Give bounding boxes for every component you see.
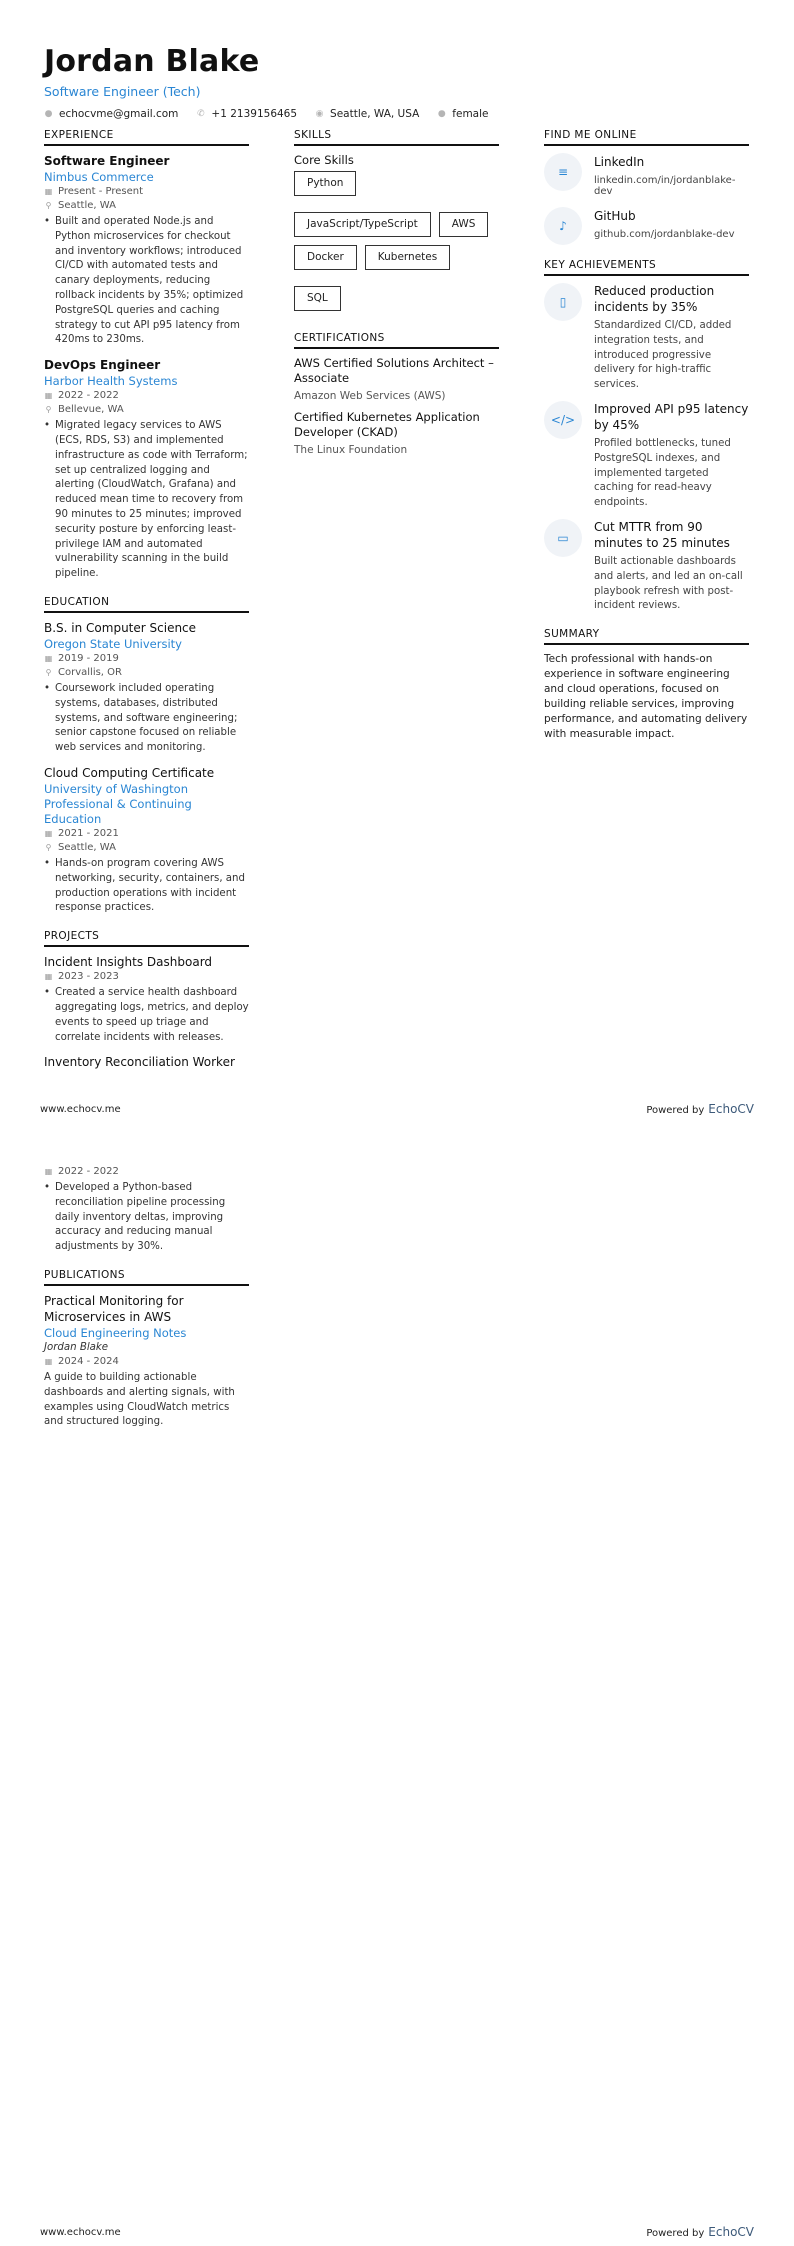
skill-chip: SQL	[294, 286, 341, 311]
code-icon: </>	[544, 401, 582, 439]
tablet-icon: ▯	[544, 283, 582, 321]
section-title-summary: SUMMARY	[544, 628, 749, 645]
edu-dates: 2019 - 2019	[58, 652, 119, 664]
education-item	[44, 620, 249, 756]
gender-text: female	[452, 108, 489, 120]
project-description: • Created a service health dashboard aggregating logs, metrics, and deploy events to speed up triage and correlate incidents with releases.	[44, 986, 249, 1045]
skill-chip: Python	[294, 171, 356, 196]
achievement-item	[544, 401, 749, 511]
date-row	[44, 1165, 249, 1179]
project-item	[44, 954, 249, 1045]
location-pin-icon: ⚲	[45, 667, 52, 677]
school-name: University of Washington Professional & Continuing Education	[44, 781, 192, 826]
achievement-description: Built actionable dashboards and alerts, and led an on-call playbook refresh with post-incident reviews.	[594, 555, 743, 612]
job-location: Bellevue, WA	[58, 404, 124, 416]
contact-bar	[44, 108, 750, 120]
left-column	[44, 129, 249, 1079]
location-pin-icon: ⚲	[45, 842, 52, 852]
project-name: Inventory Reconciliation Worker	[44, 1055, 235, 1070]
degree-name: B.S. in Computer Science	[44, 620, 197, 635]
project-dates: 2022 - 2022	[58, 1166, 119, 1177]
experience-item	[44, 153, 249, 348]
contact-email[interactable]	[44, 108, 178, 120]
left-column-continued	[44, 1165, 249, 1439]
skill-chips	[294, 171, 499, 311]
skill-chip: Kubernetes	[365, 245, 450, 270]
middle-column	[294, 129, 499, 464]
edu-description: • Hands-on program covering AWS networking, security, containers, and production operations with incident response practices.	[44, 857, 249, 916]
location-text: Seattle, WA, USA	[330, 108, 420, 120]
skill-chip: Docker	[294, 245, 357, 270]
calendar-icon: ▦	[44, 391, 53, 401]
page-footer	[40, 1102, 754, 1116]
resume-header	[44, 44, 750, 120]
achievement-title: Reduced production incidents by 35%	[594, 284, 715, 314]
date-row	[44, 185, 249, 199]
section-title-experience: EXPERIENCE	[44, 129, 249, 146]
candidate-role: Software Engineer (Tech)	[44, 84, 201, 99]
person-icon: ●	[437, 109, 446, 119]
calendar-icon: ▦	[44, 187, 53, 196]
bell-icon: ♪	[544, 207, 582, 245]
project-item-continued	[44, 1165, 249, 1255]
degree-name: Cloud Computing Certificate	[44, 765, 215, 780]
skill-group-title: Core Skills	[294, 153, 354, 167]
achievement-item	[544, 519, 749, 614]
profile-name: GitHub	[594, 209, 636, 223]
footer-site-link[interactable]: www.echocv.me	[40, 1103, 121, 1115]
certification-item	[294, 356, 499, 402]
job-dates: Present - Present	[58, 186, 144, 197]
battery-icon: ▭	[544, 519, 582, 557]
phone-text: +1 2139156465	[211, 108, 298, 120]
publication-author: Jordan Blake	[44, 1341, 109, 1353]
company-name: Nimbus Commerce	[44, 170, 154, 184]
online-profile-linkedin[interactable]	[544, 153, 749, 197]
job-description: • Migrated legacy services to AWS (ECS, RDS, S3) and implemented infrastructure as code with Terraform; set up centralized logging and alerting (CloudWatch, Grafana) and reduced mean time to recovery from 90 minutes to 25 minutes; improved security posture by enforcing least-privilege IAM and automated vulnerability scanning in the build pipeline.	[44, 419, 249, 582]
certification-item	[294, 410, 499, 456]
footer-site-link[interactable]: www.echocv.me	[40, 2226, 121, 2238]
edu-location: Corvallis, OR	[58, 666, 122, 678]
experience-item	[44, 357, 249, 582]
section-title-certifications: CERTIFICATIONS	[294, 332, 499, 349]
job-title: Software Engineer	[44, 154, 170, 168]
publisher-name: Cloud Engineering Notes	[44, 1325, 187, 1340]
section-title-projects: PROJECTS	[44, 930, 249, 947]
publication-title: Practical Monitoring for Microservices in AWS	[44, 1293, 184, 1324]
certification-issuer: Amazon Web Services (AWS)	[294, 390, 446, 402]
online-profile-github[interactable]	[544, 207, 749, 245]
publication-dates: 2024 - 2024	[58, 1355, 119, 1367]
contact-gender	[437, 108, 488, 120]
school-name: Oregon State University	[44, 636, 182, 651]
project-item	[44, 1054, 249, 1070]
profile-url[interactable]: linkedin.com/in/jordanblake-dev	[594, 175, 736, 197]
calendar-icon: ▦	[44, 972, 53, 982]
certification-issuer: The Linux Foundation	[294, 444, 408, 456]
section-title-online: FIND ME ONLINE	[544, 129, 749, 146]
email-text: echocvme@gmail.com	[59, 108, 179, 120]
project-dates: 2023 - 2023	[58, 971, 119, 983]
skill-chip: JavaScript/TypeScript	[294, 212, 431, 237]
achievement-description: Profiled bottlenecks, tuned PostgreSQL indexes, and implemented targeted caching for read-heavy endpoints.	[594, 437, 731, 509]
page-footer	[40, 2225, 754, 2239]
section-title-achievements: KEY ACHIEVEMENTS	[544, 259, 749, 276]
achievement-item	[544, 283, 749, 393]
date-row	[44, 827, 249, 841]
phone-icon: ✆	[197, 109, 205, 119]
section-title-skills: SKILLS	[294, 129, 499, 146]
date-row	[44, 970, 249, 984]
contact-phone[interactable]	[196, 108, 297, 120]
resume-page-2	[0, 1123, 794, 2246]
calendar-icon: ▦	[44, 1167, 53, 1176]
section-title-publications: PUBLICATIONS	[44, 1269, 249, 1286]
location-pin-icon: ◉	[315, 109, 324, 119]
achievement-description: Standardized CI/CD, added integration tests, and introduced progressive delivery for high-traffic services.	[594, 320, 732, 391]
edu-description: • Coursework included operating systems, databases, distributed systems, and software engineering; senior capstone focused on reliable web services and monitoring.	[44, 682, 249, 756]
job-location: Seattle, WA	[58, 200, 116, 211]
skill-chip: AWS	[439, 212, 489, 237]
location-row	[44, 403, 249, 417]
contact-location	[315, 108, 419, 120]
powered-by-text: Powered by	[646, 1105, 705, 1116]
edu-dates: 2021 - 2021	[58, 827, 119, 839]
candidate-name: Jordan Blake	[44, 44, 260, 79]
publication-item	[44, 1293, 249, 1430]
brand-logo-text[interactable]: EchoCV	[708, 2225, 754, 2239]
date-row	[44, 652, 249, 666]
footer-powered	[646, 2225, 754, 2239]
location-pin-icon: ⚲	[45, 405, 52, 415]
certification-name: AWS Certified Solutions Architect – Associate	[294, 356, 494, 385]
achievement-title: Cut MTTR from 90 minutes to 25 minutes	[594, 519, 730, 550]
project-description: • Developed a Python-based reconciliation pipeline processing daily inventory deltas, improving accuracy and reducing manual adjustments by 30%.	[44, 1181, 249, 1255]
footer-powered	[646, 1102, 754, 1116]
location-row	[44, 199, 249, 213]
right-column	[544, 129, 749, 742]
publication-description: A guide to building actionable dashboards and alerting signals, with examples using CloudWatch metrics and structured logging.	[44, 1371, 235, 1428]
location-row	[44, 841, 249, 855]
job-description: • Built and operated Node.js and Python microservices for checkout and inventory workflows; introduced CI/CD with automated tests and canary deployments, reducing rollback incidents by 35%; optimized PostgreSQL queries and caching strategy to cut API p95 latency from 420ms to 230ms.	[44, 215, 249, 348]
edu-location: Seattle, WA	[58, 841, 116, 853]
brand-logo-text[interactable]: EchoCV	[708, 1102, 754, 1116]
profile-url[interactable]: github.com/jordanblake-dev	[594, 229, 735, 240]
certification-name: Certified Kubernetes Application Developer (CKAD)	[294, 410, 480, 439]
calendar-icon: ▦	[44, 1356, 53, 1366]
job-title: DevOps Engineer	[44, 358, 161, 373]
company-name: Harbor Health Systems	[44, 374, 178, 389]
profile-name: LinkedIn	[594, 155, 645, 169]
list-icon: ≡	[544, 153, 582, 191]
project-name: Incident Insights Dashboard	[44, 955, 213, 970]
powered-by-text: Powered by	[646, 2228, 705, 2239]
email-icon: ●	[44, 109, 53, 119]
date-row	[44, 389, 249, 403]
education-item	[44, 765, 249, 916]
summary-text: Tech professional with hands-on experience in software engineering and cloud operations, focused on building reliable services, improving performance, and automating delivery with measurable impact.	[544, 653, 748, 741]
job-dates: 2022 - 2022	[58, 390, 119, 402]
location-pin-icon: ⚲	[45, 201, 52, 210]
achievement-title: Improved API p95 latency by 45%	[594, 401, 749, 432]
location-row	[44, 666, 249, 680]
calendar-icon: ▦	[44, 653, 53, 663]
calendar-icon: ▦	[44, 828, 53, 838]
section-title-education: EDUCATION	[44, 596, 249, 613]
date-row	[44, 1355, 249, 1369]
